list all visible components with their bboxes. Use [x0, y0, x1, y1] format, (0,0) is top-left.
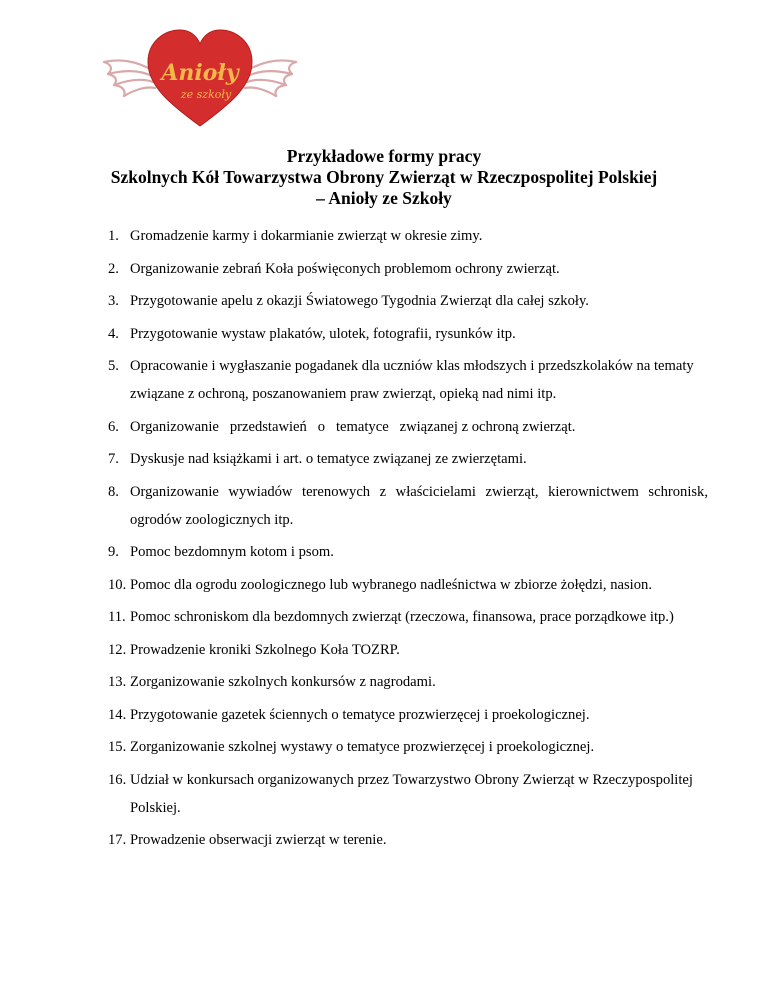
list-item: 13. Zorganizowanie szkolnych konkursów z nagrodami. [108, 674, 436, 690]
list-item: 7. Dyskusje nad książkami i art. o tematyce związanej ze zwierzętami. [108, 451, 527, 467]
list-item: 14. Przygotowanie gazetek ściennych o tematyce prozwierzęcej i proekologicznej. [108, 706, 590, 723]
list-item: 6. Organizowanie przedstawień o tematyce związanej z ochroną zwierząt. [108, 418, 576, 435]
list-item: 2. Organizowanie zebrań Koła poświęconych problemom ochrony zwierząt. [108, 260, 560, 277]
list-item: 17. Prowadzenie obserwacji zwierząt w terenie. [108, 832, 387, 848]
activity-list [108, 226, 708, 863]
list-item: 10. Pomoc dla ogrodu zoologicznego lub wybranego nadleśnictwa w zbiorze żołędzi, nasion. [108, 576, 652, 593]
list-item: 9. Pomoc bezdomnym kotom i psom. [108, 544, 334, 560]
title-line-3: – Anioły ze Szkoły [316, 188, 452, 208]
heart-with-wings-icon [100, 18, 300, 130]
list-item: 12. Prowadzenie kroniki Szkolnego Koła TOZRP. [108, 641, 400, 658]
document-title [0, 146, 768, 209]
list-item: 1. Gromadzenie karmy i dokarmianie zwierząt w okresie zimy. [108, 228, 483, 244]
list-item: 3. Przygotowanie apelu z okazji Światowego Tygodnia Zwierząt dla całej szkoły. [108, 293, 589, 309]
list-item: 8. Organizowanie wywiadów terenowych z właścicielami zwierząt, kierownictwem schronisk, ogrodów zoologicznych itp. [108, 483, 708, 528]
title-line-1: Przykładowe formy pracy [286, 146, 482, 166]
list-item: 11. Pomoc schroniskom dla bezdomnych zwierząt (rzeczowa, finansowa, prace porządkowe itp.) [108, 609, 674, 625]
logo-main-text: Anioły [161, 60, 239, 86]
list-item: 16. Udział w konkursach organizowanych przez Towarzystwo Obrony Zwierząt w Rzeczypospolitej Polskiej. [108, 771, 693, 816]
list-item: 5. Opracowanie i wygłaszanie pogadanek dla uczniów klas młodszych i przedszkolaków na tematy związane z ochroną, poszanowaniem praw zwierząt, opieką nad nimi itp. [108, 358, 694, 402]
logo-sub-text: ze szkoły [180, 88, 232, 101]
title-line-2: Szkolnych Kół Towarzystwa Obrony Zwierząt w Rzeczpospolitej Polskiej [110, 167, 658, 187]
logo-anioly-ze-szkoly [100, 18, 300, 130]
list-item: 15. Zorganizowanie szkolnej wystawy o tematyce prozwierzęcej i proekologicznej. [108, 739, 595, 755]
list-item: 4. Przygotowanie wystaw plakatów, ulotek, fotografii, rysunków itp. [108, 325, 516, 342]
